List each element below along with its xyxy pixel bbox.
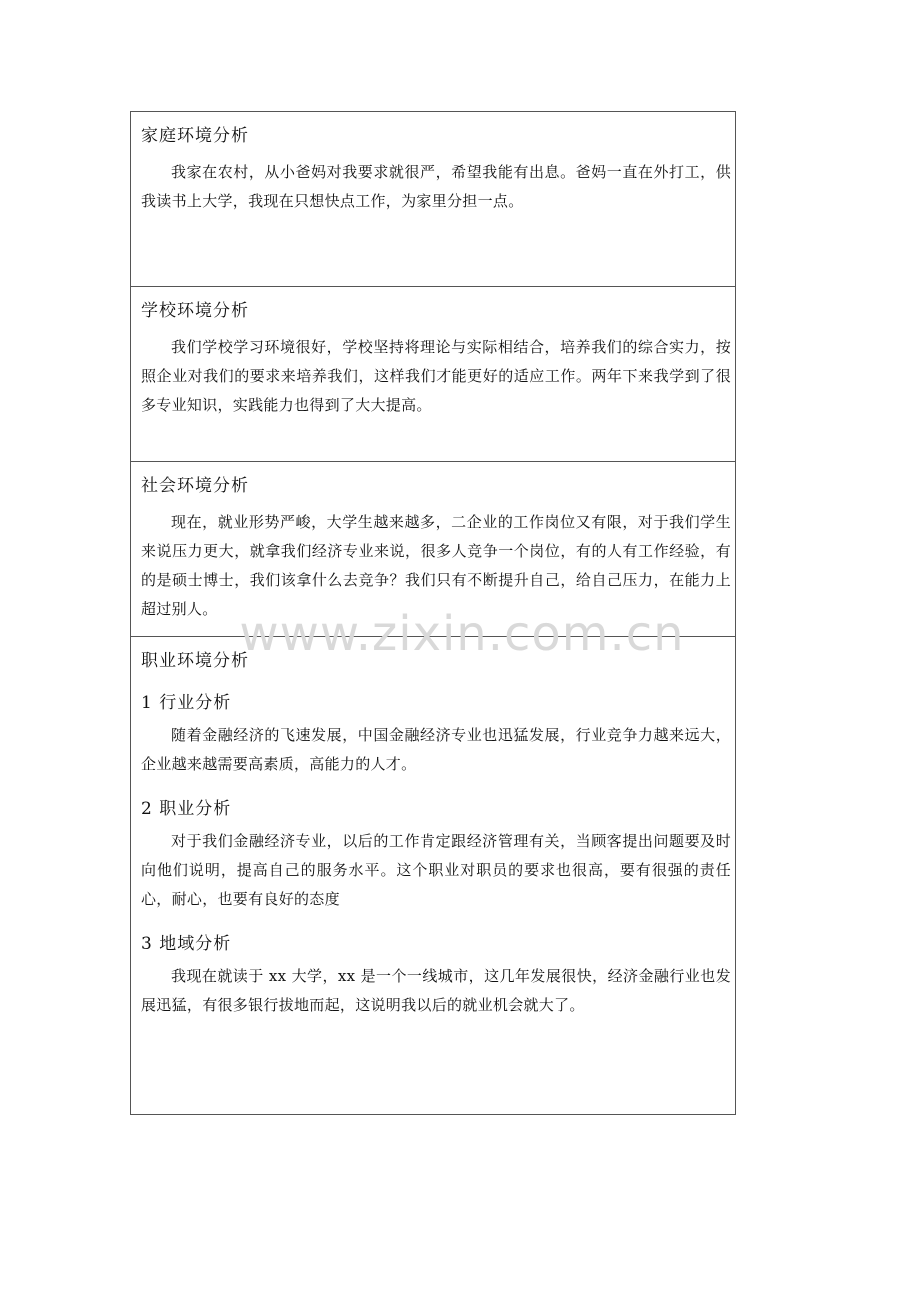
subsection-paragraph: 我现在就读于 xx 大学，xx 是一个一线城市，这几年发展很快，经济金融行业也发展迅猛，有很多银行拔地而起，这说明我以后的就业机会就大了。 bbox=[141, 967, 731, 1014]
subsection-paragraph: 对于我们金融经济专业，以后的工作肯定跟经济管理有关，当顾客提出问题要及时向他们说明，提高自己的服务水平。这个职业对职员的要求也很高，要有很强的责任心，耐心，也要有良好的态度 bbox=[141, 832, 731, 908]
career-environment-section bbox=[131, 637, 735, 1114]
subsection-title: 2 职业分析 bbox=[141, 799, 232, 819]
subsection-title: 3 地域分析 bbox=[141, 934, 232, 954]
analysis-table bbox=[130, 111, 736, 1115]
section-paragraph: 现在，就业形势严峻，大学生越来越多，二企业的工作岗位又有限，对于我们学生来说压力更大，就拿我们经济专业来说，很多人竞争一个岗位，有的人有工作经验，有的是硕士博士，我们该拿什么去竞争？我们只有不断提升自己，给自己压力，在能力上超过别人。 bbox=[141, 513, 731, 618]
occupation-analysis-block bbox=[141, 797, 731, 914]
social-environment-section bbox=[131, 462, 735, 637]
subsection-title: 1 行业分析 bbox=[141, 693, 232, 713]
subsection-paragraph: 随着金融经济的飞速发展，中国金融经济专业也迅猛发展，行业竞争力越来远大，企业越来越需要高素质，高能力的人才。 bbox=[141, 726, 731, 773]
industry-analysis-block bbox=[141, 691, 731, 779]
section-heading: 社会环境分析 bbox=[141, 476, 249, 496]
section-paragraph: 我家在农村，从小爸妈对我要求就很严，希望我能有出息。爸妈一直在外打工，供我读书上大学，我现在只想快点工作，为家里分担一点。 bbox=[141, 163, 731, 210]
section-heading: 学校环境分析 bbox=[141, 301, 249, 321]
section-paragraph: 我们学校学习环境很好，学校坚持将理论与实际相结合，培养我们的综合实力，按照企业对我们的要求来培养我们，这样我们才能更好的适应工作。两年下来我学到了很多专业知识，实践能力也得到了大大提高。 bbox=[141, 338, 731, 414]
section-heading: 家庭环境分析 bbox=[141, 126, 249, 146]
school-environment-section bbox=[131, 287, 735, 462]
watermark: www.zixin.com.cn bbox=[239, 606, 685, 662]
family-environment-section bbox=[131, 112, 735, 287]
section-heading: 职业环境分析 bbox=[141, 651, 249, 671]
region-analysis-block bbox=[141, 932, 731, 1020]
